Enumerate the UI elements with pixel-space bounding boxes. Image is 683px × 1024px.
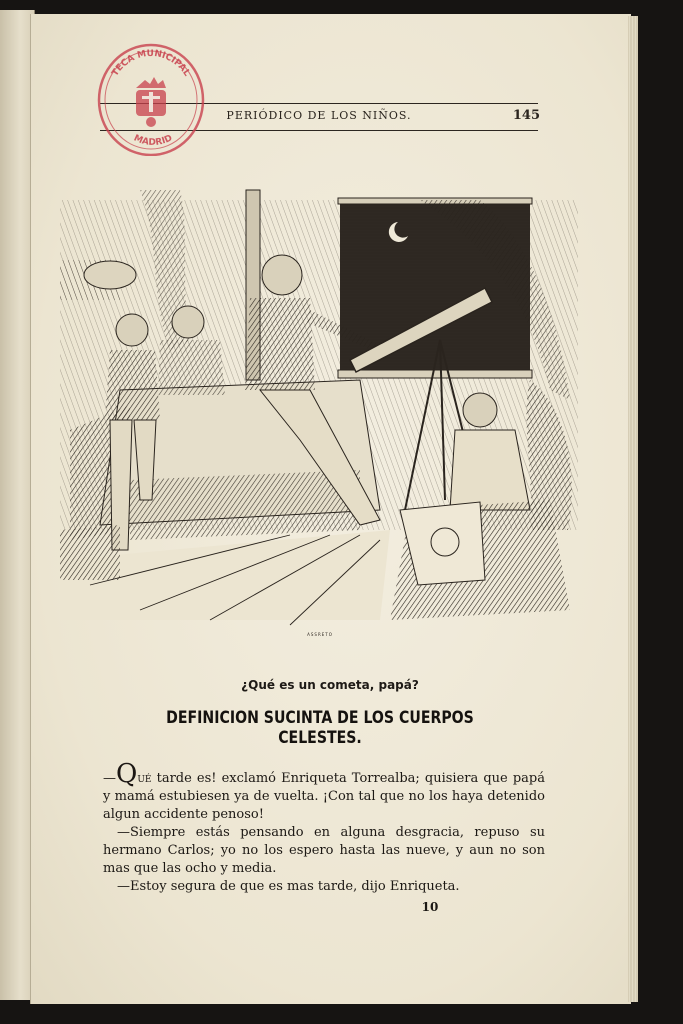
- paragraph-1-text: tarde es! exclamó Enriqueta Torrealba; quisiera que papá y mamá estubiesen ya de vuelta. ¡Con tal que no los haya detenido algun accidente penoso!: [103, 771, 545, 822]
- paragraph-1: [103, 759, 545, 824]
- stamp-top-text: TECA MUNICIPAL: [110, 48, 192, 79]
- paragraph-3: —Estoy segura de que es mas tarde, dijo Enriqueta.: [117, 879, 460, 894]
- engraver-credit: ASSRETO: [307, 632, 333, 637]
- paragraph-2: —Siempre estás pensando en alguna desgracia, repuso su hermano Carlos; yo no los espero hasta las nueve, y aun no son mas que las ocho y media.: [103, 825, 545, 876]
- page-number-top: 145: [512, 108, 540, 123]
- library-stamp-icon: [96, 40, 206, 156]
- body-text: [103, 759, 545, 896]
- drop-cap: Q: [116, 759, 138, 789]
- engraving-illustration: [60, 180, 578, 640]
- page-number-bottom: 10: [421, 900, 439, 914]
- drop-cap-continuation: ué: [137, 771, 152, 786]
- illustration-caption: ¿Qué es un cometa, papá?: [241, 678, 419, 692]
- section-title: DEFINICION SUCINTA DE LOS CUERPOS CELESTES.: [166, 708, 474, 748]
- dialogue-dash: —: [103, 771, 116, 786]
- page-stack-edge: [628, 16, 638, 1002]
- running-head: PERIÓDICO DE LOS NIÑOS.: [226, 109, 412, 122]
- stamp-bottom-text: MADRID: [131, 133, 175, 148]
